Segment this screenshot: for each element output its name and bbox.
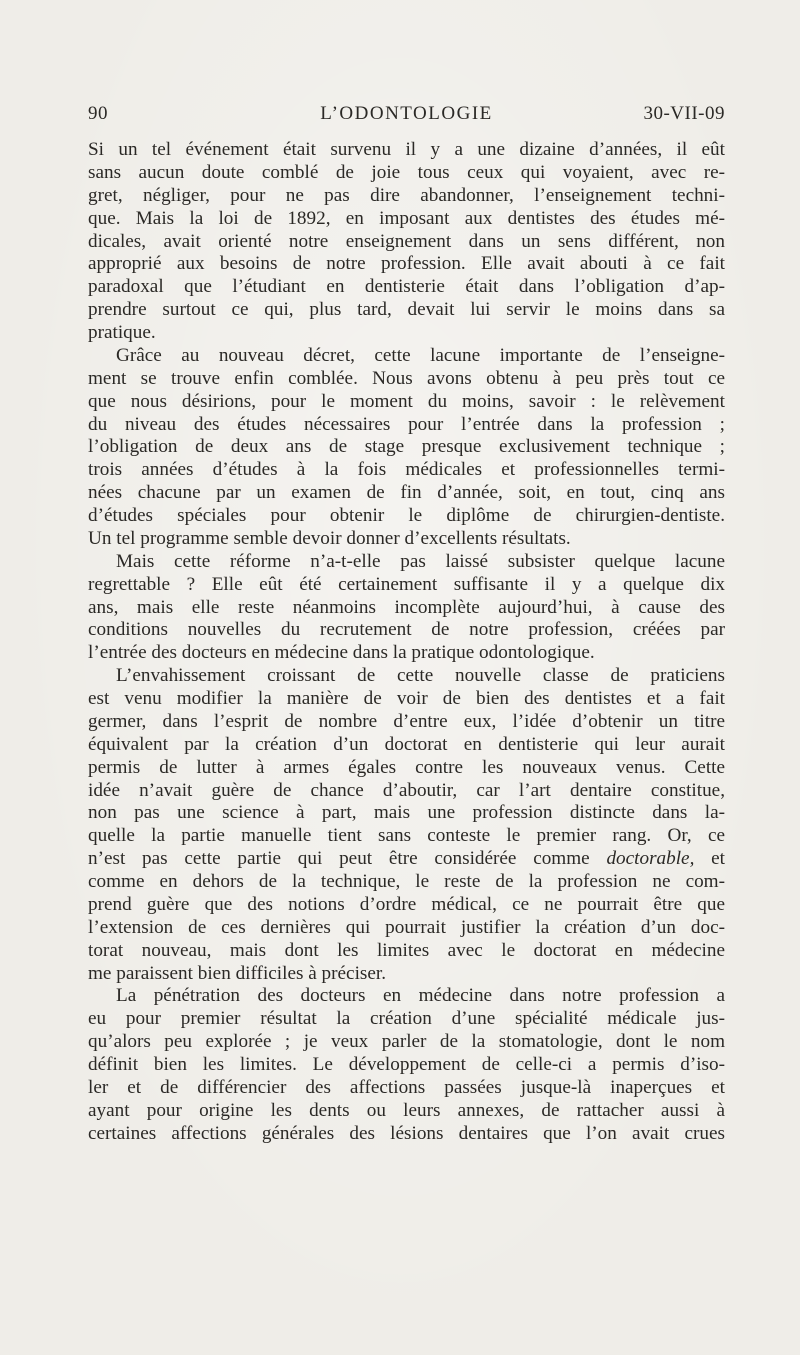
text-line: permis de lutter à armes égales contre les nouveaux venus. Cette [88, 756, 725, 778]
text-line: gret, négliger, pour ne pas dire abandonner, l’enseignement techni- [88, 184, 725, 206]
journal-title: L’ODONTOLOGIE [320, 103, 493, 124]
text-line: germer, dans l’esprit de nombre d’entre eux, l’idée d’obtenir un titre [88, 710, 725, 732]
text-line: d’études spéciales pour obtenir le diplôme de chirurgien-dentiste. [88, 505, 725, 526]
paragraph-end-line: Un tel programme semble devoir donner d’excellents résultats. [88, 527, 571, 549]
text-line: paradoxal que l’étudiant en dentisterie était dans l’obligation d’ap- [88, 276, 725, 298]
text-line: ler et de différencier des affections passées jusque-là inaperçues et [88, 1076, 725, 1098]
paragraph-start-line: La pénétration des docteurs en médecine dans notre profession a [116, 985, 725, 1007]
text-line: ans, mais elle reste néanmoins incomplète aujourd’hui, à cause des [88, 596, 725, 618]
text-fragment: n’est pas cette partie qui peut être considérée comme [88, 848, 590, 870]
text-line: eu pour premier résultat la création d’une spécialité médicale jus- [88, 1008, 725, 1030]
text-line: ment se trouve enfin comblée. Nous avons obtenu à peu près tout ce [88, 367, 725, 389]
paragraph-end-line: l’entrée des docteurs en médecine dans la pratique odontologique. [88, 642, 595, 664]
text-line: équivalent par la création d’un doctorat en dentisterie qui leur aurait [88, 733, 725, 755]
text-line: qu’alors peu explorée ; je veux parler de la stomatologie, dont le nom [88, 1031, 725, 1053]
text-line: est venu modifier la manière de voir de bien des dentistes et a fait [88, 688, 725, 709]
text-line: idée n’avait guère de chance d’aboutir, car l’art dentaire constitue, [88, 779, 725, 801]
text-line: sans aucun doute comblé de joie tous ceux qui voyaient, avec re- [88, 161, 725, 183]
text-line: trois années d’études à la fois médicales et professionnelles termi- [88, 459, 725, 481]
text-line: prend guère que des notions d’ordre médical, ce ne pourrait être que [88, 893, 725, 915]
text-line: l’extension de ces dernières qui pourrait justifier la création d’un doc- [88, 916, 725, 938]
article-body [88, 139, 725, 1146]
text-line: Si un tel événement était survenu il y a une dizaine d’années, il eût [88, 139, 725, 160]
text-line: que nous désirions, pour le moment du moins, savoir : le relèvement [88, 390, 725, 412]
issue-date: 30-VII-09 [643, 103, 725, 124]
text-line: définit bien les limites. Le développement de celle-ci a permis d’iso- [88, 1054, 725, 1075]
text-line: conditions nouvelles du recrutement de notre profession, créées par [88, 619, 725, 641]
paragraph-end-line: pratique. [88, 322, 156, 343]
text-line: que. Mais la loi de 1892, en imposant aux dentistes des études mé- [88, 207, 725, 229]
text-line: torat nouveau, mais dont les limites avec le doctorat en médecine [88, 939, 725, 961]
text-line: quelle la partie manuelle tient sans conteste le premier rang. Or, ce [88, 825, 725, 847]
paragraph-end-line: me paraissent bien difficiles à préciser. [88, 962, 387, 984]
text-line: comme en dehors de la technique, le reste de la profession ne com- [88, 871, 725, 892]
text-line: regrettable ? Elle eût été certainement suffisante il y a quelque dix [88, 573, 725, 595]
page-number: 90 [88, 103, 108, 124]
text-line-with-emphasis [88, 848, 725, 871]
text-line: certaines affections générales des lésions dentaires que l’on avait crues [88, 1122, 725, 1144]
text-line: non pas une science à part, mais une profession distincte dans la- [88, 802, 725, 824]
text-line: nées chacune par un examen de fin d’année, soit, en tout, cinq ans [88, 482, 725, 504]
paragraph-start-line: L’envahissement croissant de cette nouvelle classe de praticiens [116, 665, 725, 687]
emphasized-word: doctorable, [606, 848, 695, 870]
text-line: l’obligation de deux ans de stage presque exclusivement technique ; [88, 436, 725, 458]
text-line: approprié aux besoins de notre profession. Elle avait abouti à ce fait [88, 253, 725, 275]
text-fragment: et [711, 848, 725, 870]
paragraph-start-line: Mais cette réforme n’a-t-elle pas laissé subsister quelque lacune [116, 550, 725, 572]
paragraph-start-line: Grâce au nouveau décret, cette lacune importante de l’enseigne- [116, 344, 725, 366]
text-line: ayant pour origine les dents ou leurs annexes, de rattacher aussi à [88, 1099, 725, 1121]
text-line: prendre surtout ce qui, plus tard, devait lui servir le moins dans sa [88, 299, 725, 321]
running-head [88, 103, 725, 129]
text-line: dicales, avait orienté notre enseignement dans un sens différent, non [88, 230, 725, 252]
text-line: du niveau des études nécessaires pour l’entrée dans la profession ; [88, 413, 725, 435]
